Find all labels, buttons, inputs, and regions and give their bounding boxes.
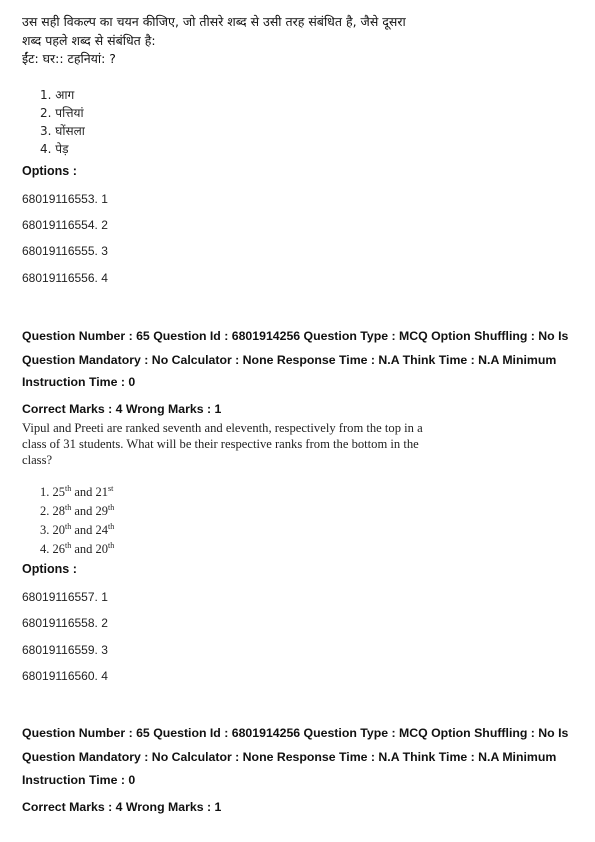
q3-meta-line-3: Instruction Time : 0 [22, 773, 136, 787]
q1-prompt-line-2: शब्द पहले शब्द से संबंधित है: [22, 33, 156, 48]
q2-choice-2: 2. 28th and 29th [40, 502, 115, 518]
q2-options-label: Options : [22, 562, 77, 576]
q2-choice-4: 4. 26th and 20th [40, 540, 115, 556]
q1-prompt-line-1: उस सही विकल्प का चयन कीजिए, जो तीसरे शब्द से उसी तरह संबंधित है, जैसे दूसरा [22, 14, 406, 29]
q1-choice-4: 4. पेड़ [40, 142, 69, 156]
q2-meta-line-3: Instruction Time : 0 [22, 375, 136, 389]
q1-choice-2: 2. पत्तियां [40, 106, 84, 120]
q2-text-line-1: Vipul and Preeti are ranked seventh and eleventh, respectively from the top in a [22, 421, 423, 435]
q3-marks: Correct Marks : 4 Wrong Marks : 1 [22, 800, 222, 814]
q1-option-id-2: 68019116554. 2 [22, 218, 108, 232]
q2-option-id-4: 68019116560. 4 [22, 669, 108, 683]
q1-options-label: Options : [22, 164, 77, 178]
q1-option-id-4: 68019116556. 4 [22, 271, 108, 285]
q1-choice-3: 3. घोंसला [40, 124, 85, 138]
q2-choice-1: 1. 25th and 21st [40, 483, 114, 499]
q1-choice-1: 1. आग [40, 88, 75, 102]
q2-choice-3: 3. 20th and 24th [40, 521, 115, 537]
q2-option-id-2: 68019116558. 2 [22, 616, 108, 630]
q2-text-line-2: class of 31 students. What will be their respective ranks from the bottom in the [22, 437, 419, 451]
q2-meta-line-1: Question Number : 65 Question Id : 6801914256 Question Type : MCQ Option Shuffling : No Is [22, 329, 569, 343]
q2-option-id-1: 68019116557. 1 [22, 590, 108, 604]
q2-text-line-3: class? [22, 453, 53, 467]
q3-meta-line-2: Question Mandatory : No Calculator : None Response Time : N.A Think Time : N.A Minimum [22, 750, 557, 764]
q2-marks: Correct Marks : 4 Wrong Marks : 1 [22, 402, 222, 416]
q2-meta-line-2: Question Mandatory : No Calculator : None Response Time : N.A Think Time : N.A Minimum [22, 353, 557, 367]
q1-prompt-line-3: ईंट: घर:: टहनियां: ? [22, 51, 116, 66]
q1-option-id-3: 68019116555. 3 [22, 244, 108, 258]
q3-meta-line-1: Question Number : 65 Question Id : 6801914256 Question Type : MCQ Option Shuffling : No Is [22, 726, 569, 740]
q1-option-id-1: 68019116553. 1 [22, 192, 108, 206]
q2-option-id-3: 68019116559. 3 [22, 643, 108, 657]
